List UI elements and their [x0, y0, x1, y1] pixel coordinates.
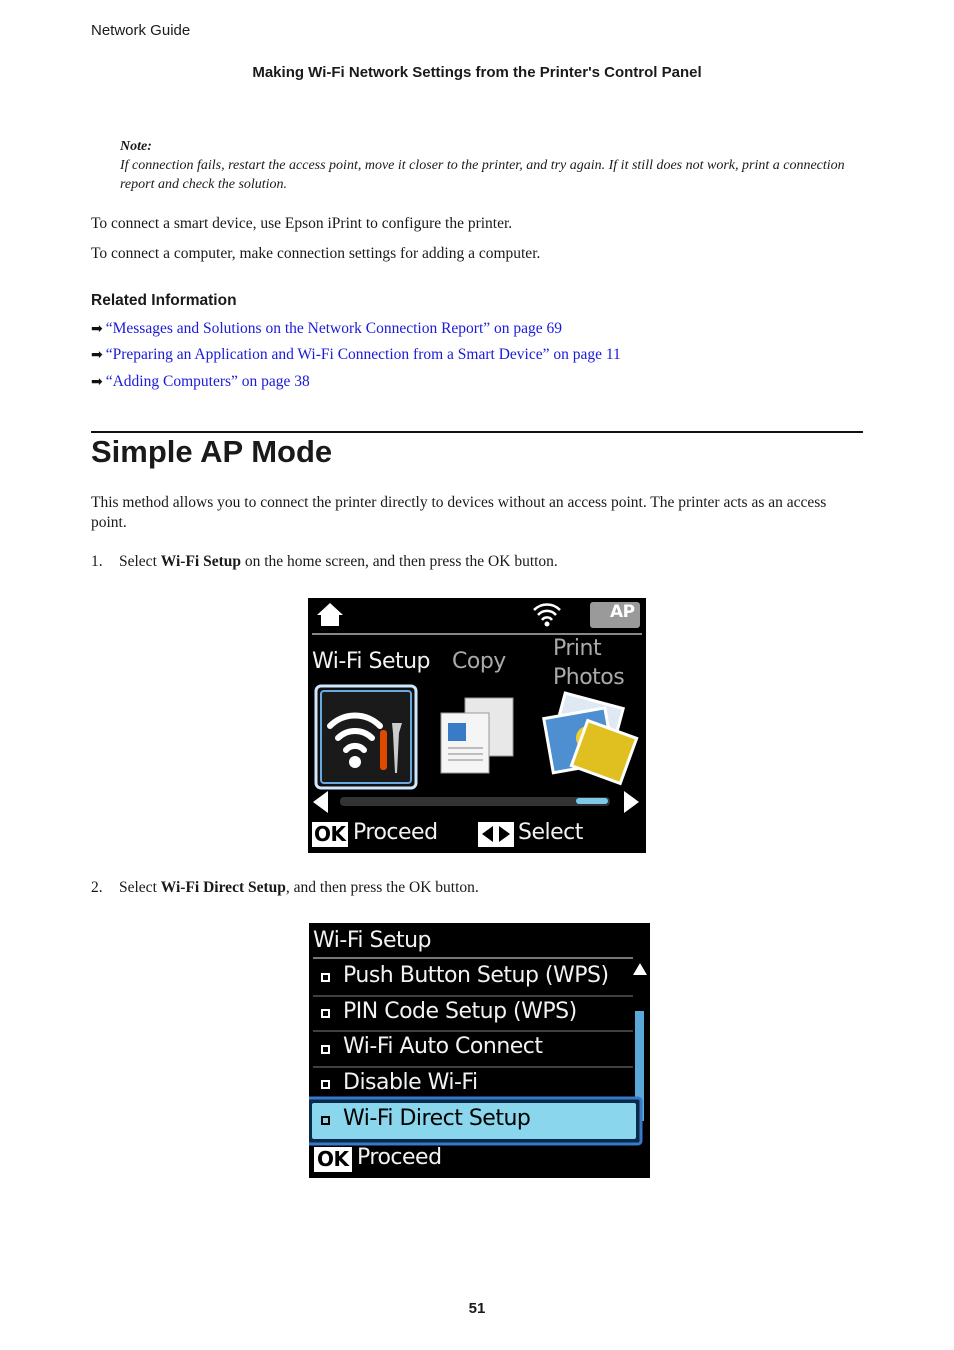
related-link[interactable]: ➡ “Preparing an Application and Wi-Fi Connection from a Smart Device” on page 11: [91, 346, 621, 363]
proceed-label: Proceed: [357, 1145, 442, 1170]
photos-icon: [544, 693, 637, 783]
menu-copy: Copy: [452, 649, 506, 674]
note-text: If connection fails, restart the access point, move it closer to the printer, and try again. If it still does not work, print a connection report and check the solution.: [120, 158, 845, 192]
related-link[interactable]: ➡ “Messages and Solutions on the Network Connection Report” on page 69: [91, 320, 563, 337]
lcd-wifi-setup-screen: [309, 923, 650, 1178]
proceed-label: Proceed: [353, 820, 438, 845]
section-intro: This method allows you to connect the printer directly to devices without an access point. The printer acts as an access point.: [91, 494, 827, 531]
paragraph: To connect a smart device, use Epson iPrint to configure the printer.: [91, 215, 513, 232]
running-header: Making Wi-Fi Network Settings from the Printer's Control Panel: [252, 64, 702, 81]
note-box: [120, 137, 860, 194]
arrow-right-icon: [624, 791, 639, 813]
page-number: 51: [468, 1300, 486, 1317]
menu-item[interactable]: Disable Wi-Fi: [343, 1070, 478, 1090]
wifi-signal-icon: [534, 604, 560, 620]
screen-title: Wi-Fi Setup: [313, 928, 432, 953]
menu-print-photos-line2: Photos: [553, 665, 625, 690]
menu-item-selected[interactable]: Wi-Fi Direct Setup: [343, 1106, 531, 1131]
ok-key-label: OK: [317, 1147, 349, 1171]
paragraph: To connect a computer, make connection settings for adding a computer.: [91, 245, 541, 262]
menu-wifi-setup: Wi-Fi Setup: [312, 649, 431, 674]
lcd-home-screen: [308, 598, 646, 853]
menu-item[interactable]: PIN Code Setup (WPS): [343, 999, 577, 1024]
home-icon: [317, 603, 343, 626]
ap-badge-label: AP: [610, 602, 635, 622]
arrow-right-icon: ➡: [91, 321, 103, 337]
section-rule: [91, 431, 863, 433]
select-label: Select: [518, 820, 583, 845]
menu-item[interactable]: Wi-Fi Auto Connect: [343, 1034, 543, 1059]
ok-key-label: OK: [314, 822, 346, 846]
arrow-right-icon: ➡: [91, 374, 103, 390]
menu-print-photos-line1: Print: [553, 636, 602, 661]
note-title: Note:: [120, 139, 152, 154]
arrow-right-icon: ➡: [91, 347, 103, 363]
copy-icon: [441, 698, 513, 773]
arrow-left-icon: [313, 791, 328, 813]
step-2: 2. Select Wi-Fi Direct Setup, and then press the OK button.: [91, 879, 479, 896]
section-title: Simple AP Mode: [91, 434, 333, 469]
scroll-up-icon: [633, 963, 647, 975]
related-info-heading: Related Information: [91, 292, 237, 309]
related-link[interactable]: ➡ “Adding Computers” on page 38: [91, 373, 310, 390]
step-1: 1. Select Wi-Fi Setup on the home screen, and then press the OK button.: [91, 553, 558, 570]
menu-item[interactable]: Push Button Setup (WPS): [343, 963, 609, 988]
doc-title: Network Guide: [91, 22, 191, 39]
